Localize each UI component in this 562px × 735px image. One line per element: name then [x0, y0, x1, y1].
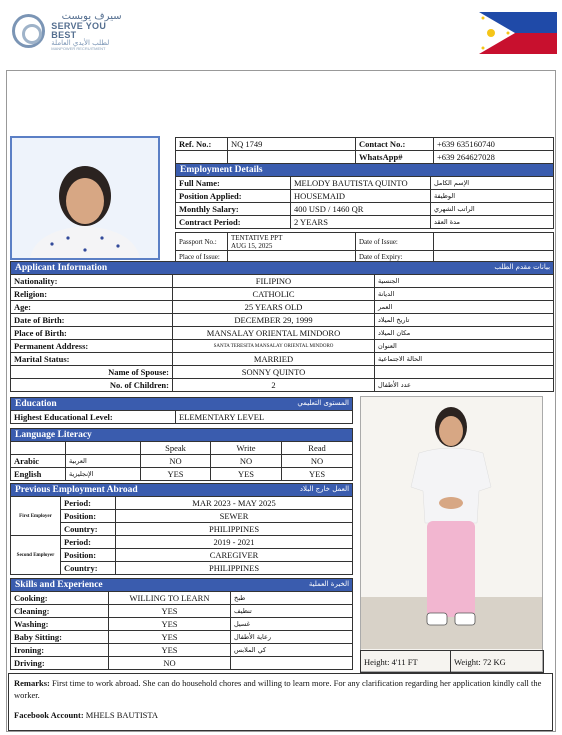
table-row [11, 340, 554, 353]
company-logo [12, 8, 132, 54]
applicant-value: 25 YEARS OLD [173, 301, 375, 314]
employment-arabic: مدة العقد [431, 216, 554, 229]
employment-arabic: الوظيفة [431, 190, 554, 203]
table-row [11, 379, 554, 392]
skill-arabic [231, 657, 353, 670]
language-label: Arabic [11, 455, 66, 468]
skill-label: Cooking: [11, 592, 109, 605]
language-read: YES [282, 468, 353, 481]
lang-col-write: Write [211, 442, 282, 455]
applicant-arabic: عدد الأطفال [375, 379, 554, 392]
skill-value: NO [109, 657, 231, 670]
second-position-value: CAREGIVER [116, 549, 353, 562]
table-row [176, 190, 554, 203]
applicant-label: Name of Spouse: [11, 366, 173, 379]
logo-arabic: سيرف يوبست [61, 10, 122, 22]
employment-arabic: الراتب الشهري [431, 203, 554, 216]
table-row [11, 455, 353, 468]
applicant-label: No. of Children: [11, 379, 173, 392]
first-country-value: PHILIPPINES [116, 523, 353, 536]
employment-header: Employment Details [176, 164, 554, 177]
employment-label: Full Name: [176, 177, 291, 190]
skill-label: Driving: [11, 657, 109, 670]
first-period-label: Period: [61, 497, 116, 510]
table-row [11, 657, 353, 670]
second-period-label: Period: [61, 536, 116, 549]
logo-english: SERVE YOU BEST [51, 20, 107, 40]
table-row [11, 353, 554, 366]
education-table [10, 397, 353, 424]
table-row [11, 605, 353, 618]
contact-label: Contact No.: [356, 138, 434, 151]
language-header: Language Literacy [11, 429, 353, 442]
table-row [11, 631, 353, 644]
first-position-label: Position: [61, 510, 116, 523]
applicant-header: Applicant Information بيانات مقدم الطلب [11, 262, 554, 275]
language-label: English [11, 468, 66, 481]
language-literacy-table [10, 428, 353, 481]
employment-value: HOUSEMAID [291, 190, 431, 203]
table-row [176, 203, 554, 216]
table-row [11, 327, 554, 340]
skill-arabic: غسيل [231, 618, 353, 631]
skills-header: Skills and Experience الخبرة العملية [11, 579, 353, 592]
skill-value: WILLING TO LEARN [109, 592, 231, 605]
first-country-label: Country: [61, 523, 116, 536]
table-row [11, 644, 353, 657]
language-arabic: الإنجليزية [66, 468, 141, 481]
facebook-account: Facebook Account: MHELS BAUTISTA [14, 710, 159, 720]
issue-place-label: Place of Issue: [176, 251, 228, 264]
language-speak: YES [141, 468, 211, 481]
skill-arabic: رعاية الأطفال [231, 631, 353, 644]
logo-arabic-sub: لطلب الأيدي العاملة [51, 38, 110, 47]
whatsapp-value: +639 264627028 [434, 151, 554, 164]
table-row [11, 592, 353, 605]
second-employer-label: Second Employer [11, 536, 61, 575]
skill-value: YES [109, 605, 231, 618]
second-country-label: Country: [61, 562, 116, 575]
employment-label: Contract Period: [176, 216, 291, 229]
applicant-full-body-photo [360, 396, 543, 672]
applicant-value: CATHOLIC [173, 288, 375, 301]
lang-col-speak: Speak [141, 442, 211, 455]
applicant-arabic: الحالة الاجتماعية [375, 353, 554, 366]
logo-icon [12, 14, 45, 48]
whatsapp-label: WhatsApp# [356, 151, 434, 164]
applicant-label: Nationality: [11, 275, 173, 288]
applicant-arabic: الديانة [375, 288, 554, 301]
applicant-arabic: العمر [375, 301, 554, 314]
applicant-label: Religion: [11, 288, 173, 301]
applicant-arabic: تاريخ الميلاد [375, 314, 554, 327]
employment-value: 400 USD / 1460 QR [291, 203, 431, 216]
applicant-label: Age: [11, 301, 173, 314]
skill-label: Cleaning: [11, 605, 109, 618]
remarks-text: Remarks: First time to work abroad. She can do household chores and willing to learn more. For any clarification regarding her application kindly call the worker. [14, 678, 542, 700]
second-country-value: PHILIPPINES [116, 562, 353, 575]
philippine-flag-icon [479, 12, 557, 54]
language-write: NO [211, 455, 282, 468]
skill-arabic: كي الملابس [231, 644, 353, 657]
second-position-label: Position: [61, 549, 116, 562]
skill-value: YES [109, 631, 231, 644]
language-write: YES [211, 468, 282, 481]
skills-experience-table [10, 578, 353, 670]
applicant-arabic: مكان الميلاد [375, 327, 554, 340]
applicant-arabic: الجنسية [375, 275, 554, 288]
applicant-value: MARRIED [173, 353, 375, 366]
skill-value: YES [109, 618, 231, 631]
skill-arabic: تنظيف [231, 605, 353, 618]
passport-no-value: TENTATIVE PPT AUG 15, 2025 [228, 233, 356, 251]
table-row [11, 468, 353, 481]
first-position-value: SEWER [116, 510, 353, 523]
employment-label: Position Applied: [176, 190, 291, 203]
ref-value: NQ 1749 [228, 138, 356, 151]
applicant-label: Place of Birth: [11, 327, 173, 340]
passport-table [175, 232, 554, 264]
passport-no-label: Passport No.: [176, 233, 228, 251]
language-arabic: العربية [66, 455, 141, 468]
skill-label: Ironing: [11, 644, 109, 657]
employment-arabic: الإسم الكامل [431, 177, 554, 190]
second-period-value: 2019 - 2021 [116, 536, 353, 549]
employment-label: Monthly Salary: [176, 203, 291, 216]
table-row [11, 366, 554, 379]
table-row [176, 177, 554, 190]
language-speak: NO [141, 455, 211, 468]
applicant-information-table [10, 261, 554, 392]
applicant-arabic: العنوان [375, 340, 554, 353]
weight-cell: Weight: 72 KG [451, 651, 544, 673]
applicant-value: FILIPINO [173, 275, 375, 288]
previous-header: Previous Employment Abroad العمل خارج البلاد [11, 484, 353, 497]
education-label: Highest Educational Level: [11, 411, 176, 424]
applicant-value: SANTA TERESITA MANSALAY ORIENTAL MINDORO [173, 340, 375, 353]
lang-col-read: Read [282, 442, 353, 455]
logo-sub: MANPOWER RECRUITMENT [51, 45, 106, 51]
language-read: NO [282, 455, 353, 468]
employment-value: 2 YEARS [291, 216, 431, 229]
applicant-label: Date of Birth: [11, 314, 173, 327]
previous-employment-table [10, 483, 353, 575]
table-row [11, 314, 554, 327]
skill-value: YES [109, 644, 231, 657]
applicant-value: 2 [173, 379, 375, 392]
issue-date-label: Date of Issue: [356, 233, 434, 251]
table-row [11, 275, 554, 288]
applicant-headshot-photo [10, 136, 160, 260]
applicant-value: SONNY QUINTO [173, 366, 375, 379]
education-header: Education المستوى التعليمي [11, 398, 353, 411]
table-row [11, 288, 554, 301]
employment-details-table [175, 163, 554, 229]
applicant-label: Marital Status: [11, 353, 173, 366]
employment-value: MELODY BAUTISTA QUINTO [291, 177, 431, 190]
skill-label: Washing: [11, 618, 109, 631]
education-value: ELEMENTARY LEVEL [176, 411, 353, 424]
skill-label: Baby Sitting: [11, 631, 109, 644]
table-row [11, 618, 353, 631]
table-row [11, 301, 554, 314]
reference-table [175, 137, 554, 164]
remarks-box [8, 673, 553, 731]
applicant-arabic [375, 366, 554, 379]
applicant-value: MANSALAY ORIENTAL MINDORO [173, 327, 375, 340]
table-row [176, 216, 554, 229]
skill-arabic: طبخ [231, 592, 353, 605]
applicant-value: DECEMBER 29, 1999 [173, 314, 375, 327]
expiry-label: Date of Expiry: [356, 251, 434, 264]
first-period-value: MAR 2023 - MAY 2025 [116, 497, 353, 510]
ref-label: Ref. No.: [176, 138, 228, 151]
height-cell: Height: 4'11 FT [361, 651, 451, 673]
applicant-label: Permanent Address: [11, 340, 173, 353]
first-employer-label: First Employer [11, 497, 61, 536]
contact-value: +639 635160740 [434, 138, 554, 151]
height-weight-table [360, 650, 544, 673]
